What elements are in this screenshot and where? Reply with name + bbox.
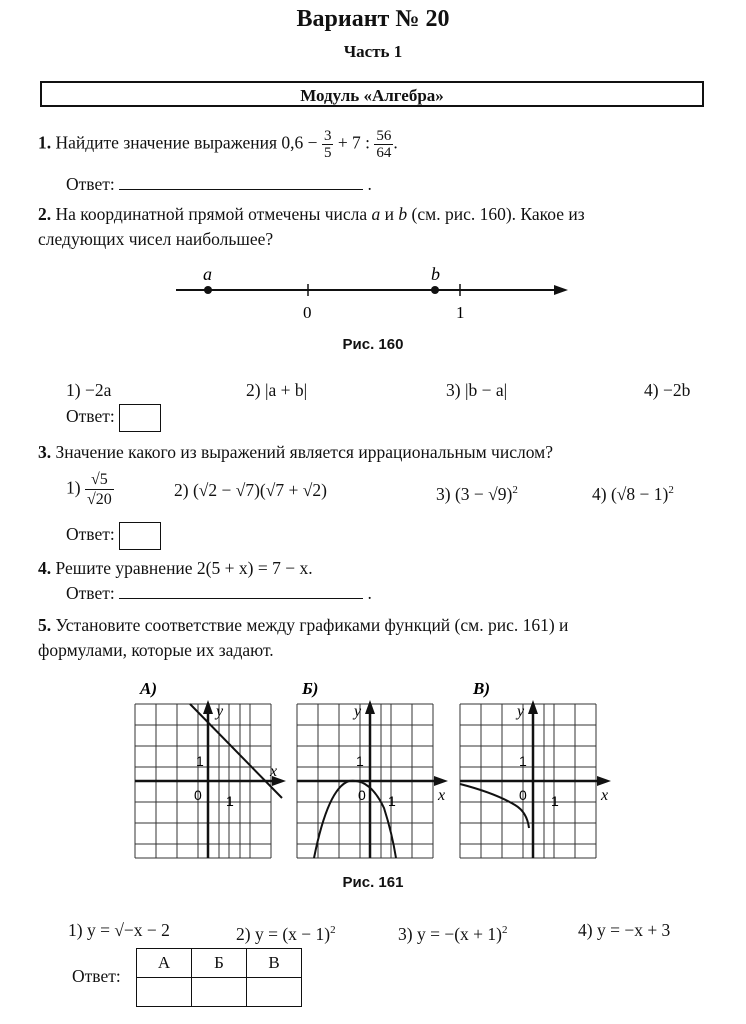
svg-text:y: y (517, 703, 525, 720)
answer-row-3: Ответ: (66, 522, 161, 550)
svg-text:1: 1 (551, 793, 559, 809)
module-title: Модуль «Алгебра» (40, 81, 704, 107)
fraction-56-64: $\frac{56}{64}$ (376, 128, 392, 161)
q2-option-1: 1) −2a (66, 380, 112, 400)
variant-title: Вариант № 20 (296, 6, 450, 32)
question-1: 1. Найдите значение выражения 0,6 − $\frac{3}{5}$ + 7 : $\frac{56}{64}$ . (38, 128, 398, 161)
answer-label: Ответ: (66, 174, 115, 194)
answer-label-5: Ответ: (72, 966, 121, 986)
svg-text:x: x (601, 787, 609, 804)
fraction-3-5: $\frac{3}{5}$ (323, 128, 332, 161)
answer-row-4: Ответ: . (66, 583, 372, 603)
graph-a (130, 678, 290, 864)
question-5-line2: формулами, которые их задают. (38, 640, 274, 660)
svg-text:x: x (270, 763, 278, 780)
label-0: 0 (303, 303, 312, 322)
svg-text:1: 1 (196, 753, 204, 769)
figure-161-caption: Рис. 161 (342, 874, 404, 891)
q2-option-4: 4) −2b (644, 380, 691, 400)
part-title: Часть 1 (343, 42, 403, 61)
svg-text:0: 0 (194, 787, 202, 803)
formula-2: 2) $y = (x - 1)^2$ (236, 923, 336, 944)
formula-4: 4) y = −x + 3 (578, 920, 671, 940)
question-5: 5. Установите соответствие между графиками функций (см. рис. 161) и (38, 615, 569, 635)
label-1: 1 (456, 303, 465, 322)
answer-cell-b[interactable] (192, 978, 247, 1007)
svg-text:В): В) (473, 679, 490, 698)
q3-option-1: 1) $\frac{√5}{√20}$ (66, 471, 112, 508)
question-text: Найдите значение выражения 0,6 − (55, 132, 318, 153)
q3-option-2: 2) (√2 − √7)(√7 + √2) (174, 480, 327, 500)
answer-box-3[interactable] (119, 522, 161, 550)
table-header-a: А (137, 949, 192, 978)
table-header-v: В (247, 949, 302, 978)
svg-text:1: 1 (226, 793, 234, 809)
svg-text:x: x (438, 787, 446, 804)
formula-3: 3) $y = -(x + 1)^2$ (398, 923, 508, 944)
answer-box-2[interactable] (119, 404, 161, 432)
question-2-line2: следующих чисел наибольшее? (38, 229, 274, 249)
answer-row-1: Ответ: . (66, 174, 372, 194)
question-text-mid: + 7 : (337, 132, 371, 153)
label-a: a (203, 264, 212, 284)
svg-text:y: y (354, 703, 362, 720)
table-header-b: Б (192, 949, 247, 978)
svg-text:y: y (216, 703, 224, 720)
question-2: 2. На координатной прямой отмечены числа a и b (см. рис. 160). Какое из (38, 204, 585, 224)
figure-160-caption: Рис. 160 (342, 336, 404, 353)
svg-text:А): А) (140, 679, 157, 698)
label-b: b (431, 264, 440, 284)
point-a (204, 286, 212, 294)
q2-option-3: 3) |b − a| (446, 380, 508, 400)
answer-cell-a[interactable] (137, 978, 192, 1007)
number-line-arrow (554, 285, 568, 295)
number-line-figure (170, 262, 580, 326)
question-number: 1. (38, 132, 52, 153)
svg-text:0: 0 (519, 787, 527, 803)
answer-input-1[interactable] (119, 173, 363, 190)
svg-text:1: 1 (519, 753, 527, 769)
svg-text:Б): Б) (302, 679, 319, 698)
question-3: 3. Значение какого из выражений является иррациональным числом? (38, 442, 553, 462)
svg-text:1: 1 (388, 793, 396, 809)
graph-v (455, 678, 615, 864)
question-4: 4. Решите уравнение 2(5 + x) = 7 − x. (38, 558, 313, 578)
formula-1: 1) y = √−x − 2 (68, 920, 170, 940)
svg-text:1: 1 (356, 753, 364, 769)
q3-option-3: 3) $(3 - √9)^2$ (436, 483, 518, 504)
answer-input-4[interactable] (119, 582, 363, 599)
answer-table-5 (136, 948, 302, 1007)
q2-option-2: 2) |a + b| (246, 380, 308, 400)
q3-option-4: 4) $(√8 - 1)^2$ (592, 483, 674, 504)
answer-cell-v[interactable] (247, 978, 302, 1007)
answer-row-2: Ответ: (66, 404, 161, 432)
svg-text:0: 0 (358, 787, 366, 803)
graph-b (292, 678, 452, 864)
point-b (431, 286, 439, 294)
